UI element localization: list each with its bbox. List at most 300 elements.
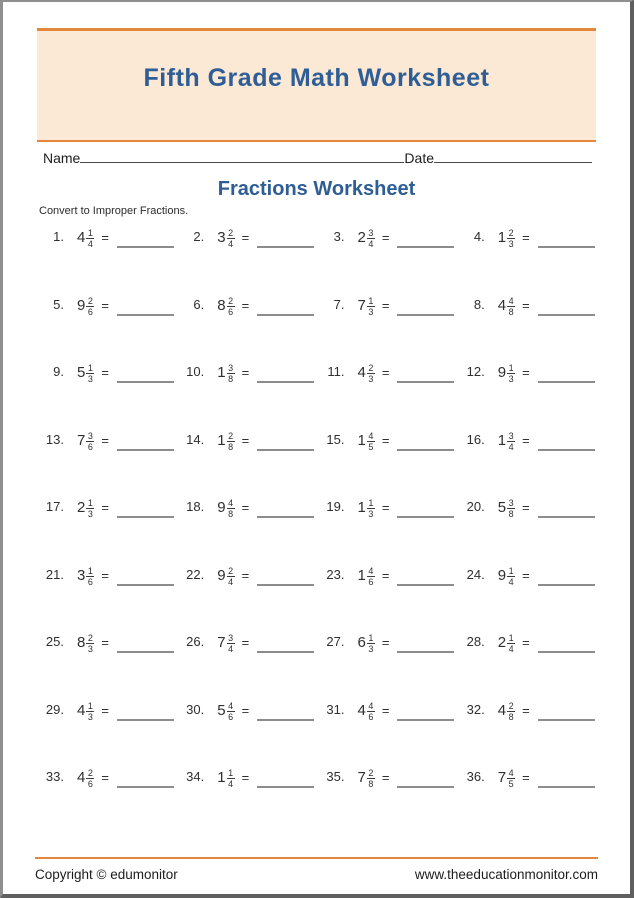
answer-blank[interactable] xyxy=(117,567,174,586)
fraction-denominator: 6 xyxy=(228,306,234,317)
whole-number: 1 xyxy=(217,769,226,786)
fraction-numerator: 1 xyxy=(508,565,514,576)
answer-blank[interactable] xyxy=(257,229,314,248)
fraction-numerator: 3 xyxy=(368,228,374,238)
whole-number: 4 xyxy=(497,296,507,314)
answer-blank[interactable] xyxy=(257,567,314,586)
problem-item xyxy=(320,291,460,359)
problem-number: 32. xyxy=(466,701,485,717)
problem-item xyxy=(460,426,600,494)
problem-item xyxy=(39,493,179,561)
problem-item xyxy=(179,426,319,494)
whole-number: 7 xyxy=(77,431,86,449)
fraction-denominator: 8 xyxy=(228,374,234,385)
problem-number: 30. xyxy=(186,701,205,717)
fraction-denominator: 6 xyxy=(228,711,234,722)
equals-sign: = xyxy=(381,432,390,448)
answer-blank[interactable] xyxy=(257,432,314,451)
whole-number: 2 xyxy=(77,499,86,516)
problem-item xyxy=(39,223,179,291)
whole-number: 1 xyxy=(357,431,366,449)
problem-number: 22. xyxy=(186,566,205,582)
whole-number: 4 xyxy=(357,364,366,381)
answer-blank[interactable] xyxy=(117,364,174,383)
answer-blank[interactable] xyxy=(397,229,454,248)
fraction-numerator: 2 xyxy=(228,565,234,576)
problem-item xyxy=(320,628,460,696)
fraction xyxy=(227,633,235,655)
problem-item xyxy=(320,561,460,629)
answer-blank[interactable] xyxy=(117,634,174,653)
equals-sign: = xyxy=(522,567,530,583)
fraction xyxy=(86,431,94,453)
fraction xyxy=(507,566,515,588)
fraction-denominator: 8 xyxy=(228,509,234,520)
fraction-denominator: 3 xyxy=(87,644,93,655)
whole-number: 5 xyxy=(77,364,86,381)
whole-number: 8 xyxy=(217,296,226,314)
fraction-numerator: 4 xyxy=(368,700,374,711)
problem-number: 12. xyxy=(466,364,485,379)
answer-blank[interactable] xyxy=(538,364,595,383)
problem-number: 20. xyxy=(466,499,485,514)
whole-number: 9 xyxy=(497,364,507,381)
fraction-denominator: 3 xyxy=(87,509,93,520)
answer-blank[interactable] xyxy=(397,769,454,788)
footer-divider xyxy=(35,857,598,859)
problem-item xyxy=(460,628,600,696)
equals-sign: = xyxy=(101,702,109,718)
whole-number: 9 xyxy=(217,499,226,516)
fraction-numerator: 2 xyxy=(87,633,93,643)
problem-item xyxy=(460,358,600,426)
fraction xyxy=(227,566,235,588)
equals-sign: = xyxy=(101,297,109,313)
fraction-denominator: 3 xyxy=(368,509,374,520)
name-blank[interactable] xyxy=(80,149,404,163)
problem-number: 19. xyxy=(326,499,345,514)
website-link[interactable]: www.theeducationmonitor.com xyxy=(414,867,598,882)
fraction xyxy=(86,768,94,790)
problem-number: 8. xyxy=(473,296,485,312)
equals-sign: = xyxy=(241,365,250,380)
equals-sign: = xyxy=(241,567,250,583)
equals-sign: = xyxy=(522,500,530,515)
equals-sign: = xyxy=(522,365,530,380)
whole-number: 4 xyxy=(77,769,86,786)
fraction xyxy=(367,768,375,790)
fraction-numerator: 4 xyxy=(368,565,374,576)
problem-item xyxy=(179,696,319,764)
fraction-numerator: 4 xyxy=(368,430,374,441)
fraction-denominator: 3 xyxy=(508,239,514,250)
equals-sign: = xyxy=(381,567,390,583)
fraction-numerator: 3 xyxy=(228,363,234,373)
fraction-numerator: 2 xyxy=(87,295,93,306)
answer-blank[interactable] xyxy=(397,297,454,316)
problem-item xyxy=(320,426,460,494)
fraction xyxy=(367,228,375,250)
problem-item xyxy=(179,628,319,696)
fraction-numerator: 1 xyxy=(368,295,374,306)
problem-number: 7. xyxy=(333,296,345,312)
fraction xyxy=(86,363,94,385)
problem-number: 13. xyxy=(45,431,64,447)
equals-sign: = xyxy=(241,230,250,245)
fraction xyxy=(227,431,235,453)
fraction xyxy=(367,296,375,318)
equals-sign: = xyxy=(522,635,530,650)
answer-blank[interactable] xyxy=(538,432,595,451)
problem-item xyxy=(460,493,600,561)
fraction-denominator: 8 xyxy=(368,779,374,790)
answer-blank[interactable] xyxy=(538,634,595,653)
whole-number: 1 xyxy=(497,229,507,246)
problem-item xyxy=(39,358,179,426)
fraction xyxy=(86,566,94,588)
fraction-numerator: 1 xyxy=(228,768,234,778)
fraction-numerator: 1 xyxy=(87,565,93,576)
fraction-denominator: 6 xyxy=(87,441,93,452)
problem-item xyxy=(460,223,600,291)
whole-number: 7 xyxy=(497,769,507,786)
equals-sign: = xyxy=(101,500,109,515)
fraction-numerator: 3 xyxy=(508,498,514,508)
whole-number: 6 xyxy=(357,634,366,651)
fraction-denominator: 4 xyxy=(228,644,234,655)
whole-number: 1 xyxy=(357,566,366,584)
fraction xyxy=(367,431,375,453)
fraction xyxy=(507,363,515,385)
equals-sign: = xyxy=(381,297,390,313)
equals-sign: = xyxy=(241,770,250,785)
fraction-numerator: 2 xyxy=(228,295,234,306)
fraction-denominator: 5 xyxy=(368,441,374,452)
fraction-denominator: 3 xyxy=(368,644,374,655)
answer-blank[interactable] xyxy=(117,702,174,721)
fraction xyxy=(507,768,515,790)
equals-sign: = xyxy=(101,432,109,448)
fraction-numerator: 2 xyxy=(368,363,374,373)
fraction xyxy=(367,566,375,588)
answer-blank[interactable] xyxy=(538,702,595,721)
whole-number: 5 xyxy=(497,499,507,516)
fraction xyxy=(227,296,235,318)
fraction-numerator: 1 xyxy=(87,700,93,711)
fraction xyxy=(227,701,235,723)
problem-item xyxy=(460,763,600,831)
problem-number: 5. xyxy=(53,296,64,312)
problem-number: 36. xyxy=(466,769,485,784)
fraction-numerator: 4 xyxy=(228,700,234,711)
problem-item xyxy=(320,696,460,764)
problem-number: 11. xyxy=(327,364,345,379)
problem-item xyxy=(39,291,179,359)
fraction-denominator: 3 xyxy=(87,711,93,722)
answer-blank[interactable] xyxy=(538,567,595,586)
fraction-numerator: 1 xyxy=(508,633,514,643)
fraction-denominator: 4 xyxy=(228,779,234,790)
fraction-denominator: 8 xyxy=(508,306,514,317)
problem-number: 4. xyxy=(473,229,485,244)
fraction xyxy=(227,228,235,250)
whole-number: 1 xyxy=(357,499,366,516)
equals-sign: = xyxy=(522,770,530,785)
fraction xyxy=(227,498,235,520)
fraction-denominator: 6 xyxy=(87,576,93,587)
problem-item xyxy=(39,763,179,831)
fraction xyxy=(86,296,94,318)
problem-number: 34. xyxy=(186,769,205,784)
instructions-text: Convert to Improper Fractions. xyxy=(39,205,189,217)
equals-sign: = xyxy=(381,770,390,785)
problem-number: 33. xyxy=(45,769,64,784)
fraction-numerator: 1 xyxy=(87,363,93,373)
equals-sign: = xyxy=(381,500,390,515)
fraction-numerator: 2 xyxy=(508,700,514,711)
equals-sign: = xyxy=(381,635,390,650)
problem-item xyxy=(320,763,460,831)
problem-item xyxy=(460,561,600,629)
problem-number: 1. xyxy=(53,229,64,244)
problem-number: 29. xyxy=(45,701,64,717)
equals-sign: = xyxy=(381,230,390,245)
whole-number: 4 xyxy=(77,701,86,719)
whole-number: 5 xyxy=(217,701,226,719)
problem-number: 18. xyxy=(186,499,205,514)
fraction-numerator: 1 xyxy=(368,633,374,643)
answer-blank[interactable] xyxy=(117,769,174,788)
fraction-denominator: 4 xyxy=(87,239,93,250)
whole-number: 7 xyxy=(357,296,366,314)
fraction-numerator: 4 xyxy=(508,295,514,306)
name-label: Name xyxy=(43,150,81,166)
equals-sign: = xyxy=(381,365,390,380)
fraction xyxy=(507,498,515,520)
answer-blank[interactable] xyxy=(257,769,314,788)
problems-grid xyxy=(33,223,600,831)
whole-number: 9 xyxy=(217,566,226,584)
fraction xyxy=(507,701,515,723)
fraction xyxy=(507,633,515,655)
equals-sign: = xyxy=(241,432,250,448)
equals-sign: = xyxy=(241,635,250,650)
whole-number: 2 xyxy=(497,634,507,651)
fraction-denominator: 8 xyxy=(508,711,514,722)
problem-number: 3. xyxy=(333,229,345,244)
whole-number: 3 xyxy=(77,566,86,584)
fraction-denominator: 4 xyxy=(508,644,514,655)
equals-sign: = xyxy=(101,567,109,583)
whole-number: 8 xyxy=(77,634,86,651)
problem-item xyxy=(320,493,460,561)
problem-number: 27. xyxy=(326,634,345,649)
date-label: Date xyxy=(404,150,434,166)
equals-sign: = xyxy=(241,702,250,718)
fraction-denominator: 8 xyxy=(508,509,514,520)
problem-item xyxy=(179,561,319,629)
whole-number: 7 xyxy=(357,769,366,786)
fraction-numerator: 4 xyxy=(508,768,514,778)
answer-blank[interactable] xyxy=(117,499,174,518)
problem-item xyxy=(39,696,179,764)
page-title: Fifth Grade Math Worksheet xyxy=(143,64,490,92)
problem-item xyxy=(39,426,179,494)
fraction xyxy=(86,633,94,655)
answer-blank[interactable] xyxy=(397,567,454,586)
date-blank[interactable] xyxy=(434,149,592,163)
fraction-numerator: 2 xyxy=(228,228,234,238)
fraction-numerator: 3 xyxy=(87,430,93,441)
equals-sign: = xyxy=(381,702,390,718)
equals-sign: = xyxy=(241,297,250,313)
whole-number: 4 xyxy=(497,701,507,719)
fraction-denominator: 5 xyxy=(508,779,514,790)
equals-sign: = xyxy=(101,635,109,650)
fraction-numerator: 2 xyxy=(368,768,374,778)
fraction xyxy=(507,228,515,250)
fraction-numerator: 1 xyxy=(368,498,374,508)
fraction-denominator: 8 xyxy=(228,441,234,452)
whole-number: 1 xyxy=(217,364,226,381)
problem-number: 14. xyxy=(186,431,205,447)
equals-sign: = xyxy=(522,230,530,245)
problem-number: 15. xyxy=(326,431,345,447)
fraction xyxy=(367,701,375,723)
problem-item xyxy=(320,223,460,291)
fraction xyxy=(367,363,375,385)
fraction-numerator: 2 xyxy=(228,430,234,441)
fraction-denominator: 4 xyxy=(368,239,374,250)
fraction-denominator: 4 xyxy=(228,576,234,587)
fraction-denominator: 6 xyxy=(87,306,93,317)
page-footer xyxy=(33,857,600,894)
answer-blank[interactable] xyxy=(538,229,595,248)
equals-sign: = xyxy=(522,432,530,448)
fraction-denominator: 6 xyxy=(368,576,374,587)
problem-item xyxy=(179,358,319,426)
problem-item xyxy=(179,291,319,359)
problem-number: 10. xyxy=(186,364,205,379)
fraction-denominator: 3 xyxy=(87,374,93,385)
fraction-denominator: 4 xyxy=(508,576,514,587)
whole-number: 9 xyxy=(497,566,507,584)
problem-number: 28. xyxy=(466,634,485,649)
problem-number: 2. xyxy=(193,229,205,244)
problem-item xyxy=(39,628,179,696)
equals-sign: = xyxy=(101,230,109,245)
problem-item xyxy=(460,696,600,764)
fraction-numerator: 3 xyxy=(508,430,514,441)
fraction xyxy=(227,363,235,385)
answer-blank[interactable] xyxy=(397,634,454,653)
whole-number: 4 xyxy=(357,701,366,719)
problem-number: 31. xyxy=(326,701,345,717)
whole-number: 9 xyxy=(77,296,86,314)
fraction xyxy=(507,431,515,453)
whole-number: 2 xyxy=(357,229,366,246)
answer-blank[interactable] xyxy=(117,229,174,248)
fraction xyxy=(227,768,235,790)
problem-item xyxy=(460,291,600,359)
problem-number: 6. xyxy=(193,296,205,312)
whole-number: 7 xyxy=(217,634,226,651)
answer-blank[interactable] xyxy=(117,297,174,316)
problem-number: 35. xyxy=(326,769,345,784)
answer-blank[interactable] xyxy=(538,297,595,316)
fraction-denominator: 3 xyxy=(368,374,374,385)
fraction-denominator: 4 xyxy=(228,239,234,250)
fraction-numerator: 4 xyxy=(228,498,234,508)
problem-number: 17. xyxy=(45,499,64,514)
fraction-numerator: 1 xyxy=(508,363,514,373)
answer-blank[interactable] xyxy=(257,702,314,721)
name-date-row xyxy=(33,149,600,166)
fraction-numerator: 2 xyxy=(87,768,93,778)
fraction-denominator: 6 xyxy=(87,779,93,790)
equals-sign: = xyxy=(522,702,530,718)
problem-number: 9. xyxy=(53,364,64,379)
answer-blank[interactable] xyxy=(397,364,454,383)
fraction-numerator: 1 xyxy=(87,498,93,508)
answer-blank[interactable] xyxy=(257,499,314,518)
answer-blank[interactable] xyxy=(538,499,595,518)
fraction-denominator: 6 xyxy=(368,711,374,722)
answer-blank[interactable] xyxy=(397,499,454,518)
problem-number: 23. xyxy=(326,566,345,582)
fraction-numerator: 1 xyxy=(87,228,93,238)
equals-sign: = xyxy=(522,297,530,313)
whole-number: 4 xyxy=(77,229,86,246)
problem-number: 24. xyxy=(466,566,485,582)
fraction-numerator: 2 xyxy=(508,228,514,238)
fraction-denominator: 3 xyxy=(368,306,374,317)
answer-blank[interactable] xyxy=(117,432,174,451)
problem-number: 25. xyxy=(45,634,64,649)
worksheet-title: Fractions Worksheet xyxy=(217,178,416,200)
equals-sign: = xyxy=(241,500,250,515)
whole-number: 3 xyxy=(217,229,226,246)
whole-number: 1 xyxy=(217,431,226,449)
problem-item xyxy=(39,561,179,629)
answer-blank[interactable] xyxy=(538,769,595,788)
equals-sign: = xyxy=(101,770,109,785)
fraction xyxy=(367,633,375,655)
whole-number: 1 xyxy=(497,431,507,449)
header-banner xyxy=(37,28,596,142)
answer-blank[interactable] xyxy=(257,364,314,383)
fraction xyxy=(86,701,94,723)
equals-sign: = xyxy=(101,365,109,380)
problem-item xyxy=(179,493,319,561)
fraction xyxy=(507,296,515,318)
fraction xyxy=(86,228,94,250)
problem-item xyxy=(179,763,319,831)
answer-blank[interactable] xyxy=(397,702,454,721)
answer-blank[interactable] xyxy=(397,432,454,451)
problem-number: 16. xyxy=(466,431,485,447)
fraction-denominator: 4 xyxy=(508,441,514,452)
answer-blank[interactable] xyxy=(257,634,314,653)
problem-number: 26. xyxy=(186,634,205,649)
fraction-denominator: 3 xyxy=(508,374,514,385)
fraction xyxy=(86,498,94,520)
problem-item xyxy=(320,358,460,426)
problem-number: 21. xyxy=(45,566,64,582)
answer-blank[interactable] xyxy=(257,297,314,316)
fraction-numerator: 3 xyxy=(228,633,234,643)
fraction xyxy=(367,498,375,520)
